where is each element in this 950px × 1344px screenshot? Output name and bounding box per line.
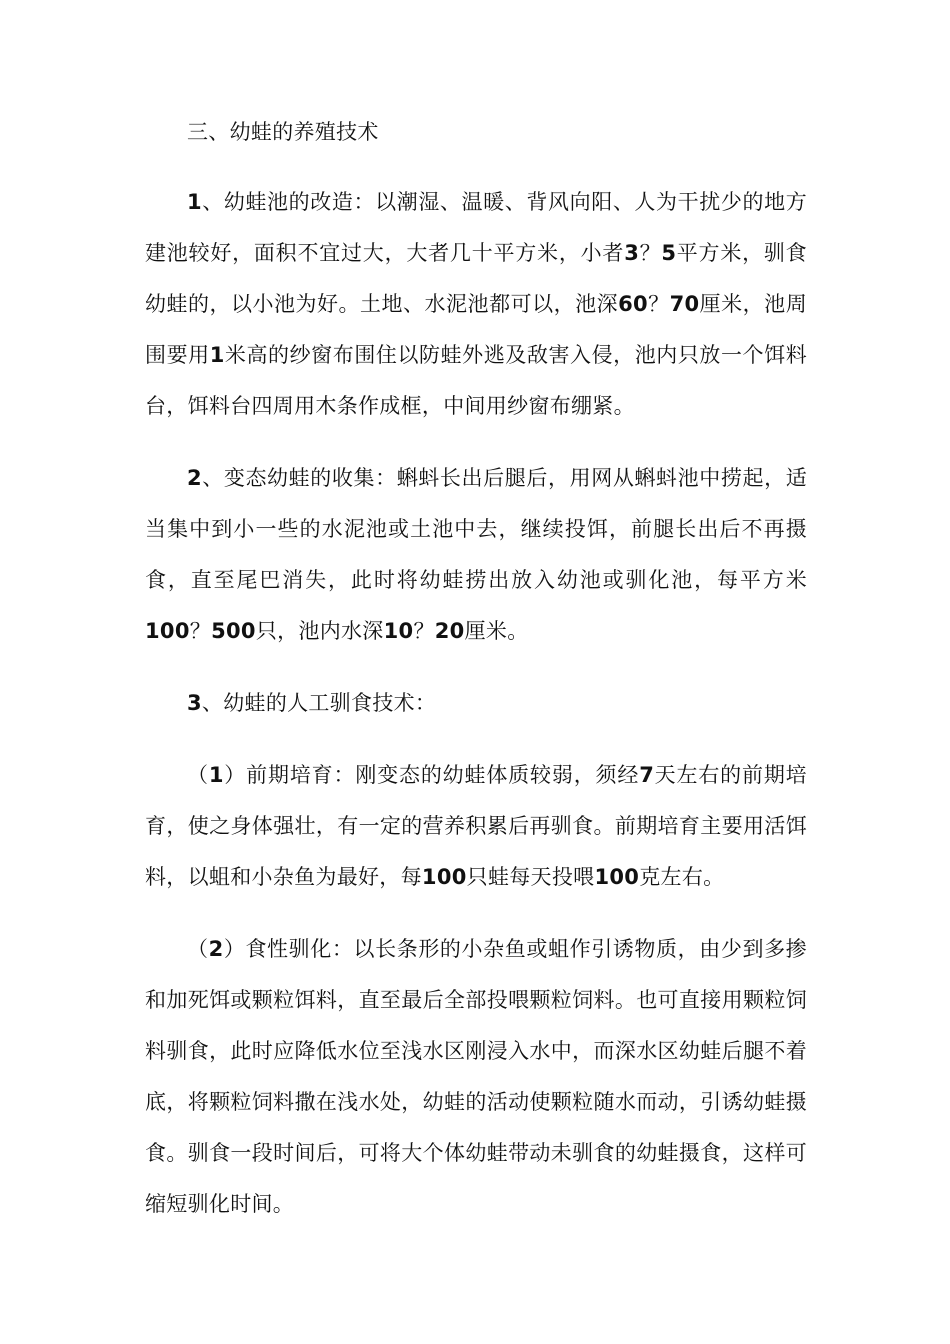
number-value: 10 xyxy=(383,619,414,643)
section-heading-text: 三、幼蛙的养殖技术 xyxy=(187,120,379,144)
paragraph-early-cultivation xyxy=(145,750,807,903)
item-number: 1 xyxy=(208,763,224,787)
item-number: 1 xyxy=(187,190,202,214)
number-value: 70 xyxy=(669,292,700,316)
number-value: 1 xyxy=(209,343,225,367)
paragraph-feeding-techniques xyxy=(145,678,807,729)
paragraph-text: ？ xyxy=(647,292,670,316)
paragraph-text: ？ xyxy=(189,619,212,643)
number-value: 20 xyxy=(434,619,465,643)
paragraph-text: 天左右的前期培育，使之身体强壮，有一定的营养积累后再驯食。前期培育主要用活饵料，以蛆和小杂鱼为最好，每 xyxy=(145,763,807,889)
paragraph-text: 厘米。 xyxy=(464,619,529,643)
open-paren: （ xyxy=(187,763,209,787)
number-value: 500 xyxy=(211,619,256,643)
item-number: 2 xyxy=(208,937,224,961)
number-value: 5 xyxy=(661,241,677,265)
paragraph-text: 平方米，驯食幼蛙的，以小池为好。土地、水泥池都可以，池深 xyxy=(145,241,807,316)
paragraph-text: 米高的纱窗布围住以防蛙外逃及敌害入侵，池内只放一个饵料台，饵料台四周用木条作成框，中间用纱窗布绷紧。 xyxy=(145,343,807,418)
paragraph-text: 、幼蛙池的改造：以潮湿、温暖、背风向阳、人为干扰少的地方建池较好，面积不宜过大，大者几十平方米，小者 xyxy=(145,190,807,265)
paragraph-text: 只蛙每天投喂 xyxy=(466,865,595,889)
paragraph-text: ？ xyxy=(639,241,662,265)
paragraph-text: ）食性驯化：以长条形的小杂鱼或蛆作引诱物质，由少到多掺和加死饵或颗粒饵料，直至最后全部投喂颗粒饲料。也可直接用颗粒饲料驯食，此时应降低水位至浅水区刚浸入水中，而深水区幼蛙后腿不着底，将颗粒饲料撒在浅水处，幼蛙的活动使颗粒随水而动，引诱幼蛙摄食。驯食一段时间后，可将大个体幼蛙带动未驯食的幼蛙摄食，这样可缩短驯化时间。 xyxy=(145,937,807,1216)
number-value: 100 xyxy=(421,865,467,889)
paragraph-text: ）前期培育：刚变态的幼蛙体质较弱，须经 xyxy=(223,763,640,787)
number-value: 60 xyxy=(618,292,648,316)
number-value: 7 xyxy=(639,763,655,787)
paragraph-text: 、幼蛙的人工驯食技术： xyxy=(201,691,437,715)
number-value: 100 xyxy=(594,865,640,889)
paragraph-text: 克左右。 xyxy=(639,865,725,889)
paragraph-text: 只，池内水深 xyxy=(255,619,384,643)
paragraph-text: ？ xyxy=(413,619,435,643)
paragraph-diet-domestication xyxy=(145,924,807,1230)
number-value: 3 xyxy=(624,241,640,265)
paragraph-pond-renovation xyxy=(145,177,807,432)
item-number: 3 xyxy=(187,691,202,715)
item-number: 2 xyxy=(187,466,202,490)
section-heading xyxy=(145,107,807,158)
open-paren: （ xyxy=(187,937,209,961)
paragraph-froglet-collection xyxy=(145,453,807,657)
paragraph-text: 厘米，池周围要用 xyxy=(145,292,807,367)
paragraph-text: 、变态幼蛙的收集：蝌蚪长出后腿后，用网从蝌蚪池中捞起，适当集中到小一些的水泥池或土池中去，继续投饵，前腿长出后不再摄食，直至尾巴消失，此时将幼蛙捞出放入幼池或驯化池，每平方米 xyxy=(145,466,807,592)
number-value: 100 xyxy=(145,619,190,643)
document-body xyxy=(145,107,807,1251)
